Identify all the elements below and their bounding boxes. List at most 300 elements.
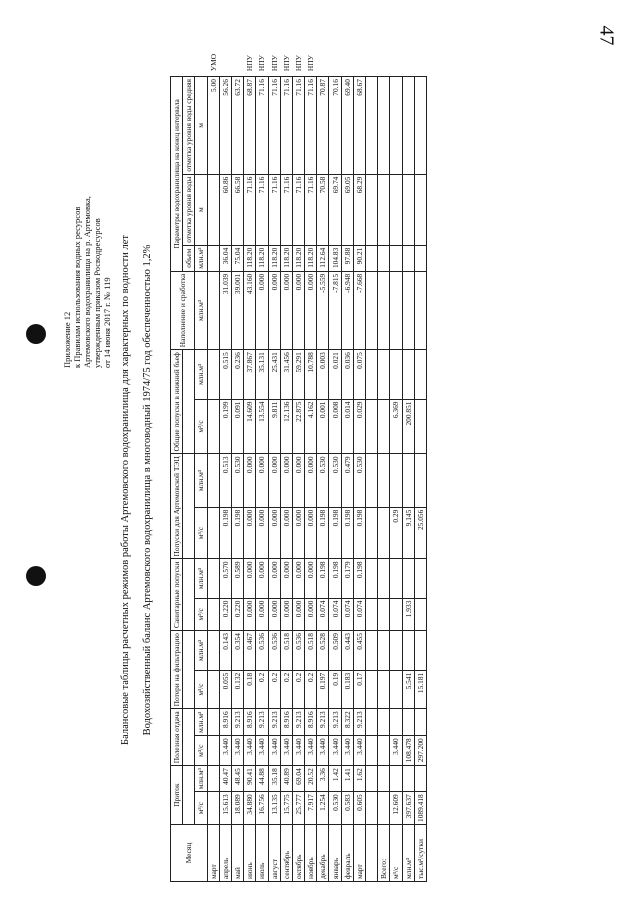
empty-cell [402,766,414,792]
unit: м³/с [195,507,207,559]
total-value [390,670,402,709]
value-cell: 0.443 [341,631,353,671]
value-cell [207,559,219,598]
value-cell: 0.000 [305,271,317,349]
value-cell: 0.021 [329,350,341,399]
value-cell: 0.036 [341,350,353,399]
header-tec: Попуски для Артемовской ТЭЦ [171,454,183,559]
value-cell: 0.2 [305,670,317,709]
empty-cell [390,174,402,245]
level-note: НПУ [306,55,316,72]
empty-cell [414,77,426,175]
value-cell: 0.455 [353,631,365,671]
value-cell: 0.198 [317,507,329,559]
empty-cell [366,507,378,559]
value-cell [207,670,219,709]
value-cell: 0.530 [231,454,243,507]
value-cell: 0.530 [329,792,341,825]
value-cell: 0.18 [244,670,256,709]
table-row [268,51,280,881]
level-note: НПУ [245,55,255,72]
value-cell: 0.000 [268,454,280,507]
value-cell: 4.162 [305,399,317,454]
empty-cell [378,271,390,349]
month-cell: январь [329,825,341,882]
value-cell: 69.04 [292,766,304,792]
unit: м³/с [195,792,207,825]
appendix-line: Приложение 12 [62,311,72,368]
value-cell: 104.83 [329,245,341,271]
value-cell: 0.509 [329,631,341,671]
header-useful: Полезная отдача [171,709,183,766]
totals-unit: тыс.м³/сутки [414,825,426,882]
table-row [317,51,329,881]
rotated-document-sheet [62,53,592,890]
empty-cell [378,598,390,630]
totals-unit: м³/с [390,825,402,882]
empty-cell [366,736,378,766]
value-cell: 0.236 [231,350,243,399]
table-row [280,51,292,881]
value-cell: 0.003 [317,350,329,399]
value-cell: 0.220 [219,598,231,630]
value-cell: 0.000 [280,454,292,507]
value-cell: 75.04 [231,245,243,271]
appendix-line: Артемовского водохранилища на р. Артемовка, [82,196,92,368]
value-cell: 1.41 [341,766,353,792]
value-cell: 0.570 [219,559,231,598]
empty-cell [390,631,402,671]
level-note [353,51,365,76]
level-note [231,51,243,76]
month-cell: ноябрь [305,825,317,882]
value-cell: 68.29 [353,174,365,245]
value-cell: 3.440 [268,736,280,766]
empty-cell [366,631,378,671]
appendix-line: утвержденным приказом Росводресурсов [92,218,102,368]
value-cell: 8.916 [244,709,256,736]
month-cell: август [268,825,280,882]
value-cell: 0.183 [341,670,353,709]
value-cell: 97.88 [341,245,353,271]
value-cell: 3.440 [231,736,243,766]
document-subtitle: Водохозяйственный баланс Артемовского водохранилища в многоводный 1974/75 год обеспеченностью 1,2% [142,244,153,736]
empty-cell [378,709,390,736]
empty-cell [366,245,378,271]
value-cell: 40.89 [280,766,292,792]
value-cell: 0.2 [268,670,280,709]
value-cell: 0.354 [231,631,243,671]
empty-cell [378,174,390,245]
value-cell: 90.41 [244,766,256,792]
value-cell: 40.47 [219,766,231,792]
value-cell: 0.513 [219,454,231,507]
value-cell: 9.213 [353,709,365,736]
unit: млн.м³ [195,709,207,736]
unit: м [195,77,207,175]
appendix-line: от 14 июня 2017 г. № 119 [102,277,112,368]
table-row [207,51,219,881]
value-cell: 70.58 [317,174,329,245]
appendix-line: к Правилам использования водных ресурсов [72,206,82,368]
unit: м³/с [195,598,207,630]
value-cell: 13.554 [256,399,268,454]
empty-cell [366,174,378,245]
unit: м³/с [195,670,207,709]
value-cell: -7.668 [353,271,365,349]
value-cell: 22.875 [292,399,304,454]
value-cell: 39.001 [231,271,243,349]
empty-cell [402,454,414,507]
value-cell [207,174,219,245]
level-note: УМО [208,53,218,72]
total-value: 0.29 [390,507,402,559]
value-cell: 118.20 [244,245,256,271]
value-cell: 10.788 [305,350,317,399]
table-row [341,51,353,881]
unit: м³/с [195,399,207,454]
empty-cell [390,766,402,792]
value-cell [207,792,219,825]
value-cell: 1.254 [317,792,329,825]
value-cell [207,736,219,766]
unit: млн.м³ [195,559,207,598]
empty-cell [390,454,402,507]
empty-cell [402,245,414,271]
value-cell: 71.16 [305,77,317,175]
header-avg-level: отметка уровня воды средняя [183,77,195,175]
month-cell: сентябрь [280,825,292,882]
punch-hole [26,566,46,586]
value-cell: 118.20 [292,245,304,271]
value-cell: 0.000 [292,559,304,598]
totals-label-row [378,51,390,881]
value-cell: 0.530 [329,454,341,507]
value-cell: 0.000 [292,598,304,630]
empty-cell [402,559,414,598]
table-row [219,51,231,881]
value-cell: 0.17 [353,670,365,709]
total-value: 397.637 [402,792,414,825]
value-cell: 0.589 [231,559,243,598]
empty-cell [390,245,402,271]
empty-cell [366,399,378,454]
value-cell: 0.199 [219,399,231,454]
value-cell: 0.518 [280,631,292,671]
total-value [414,399,426,454]
value-cell: 14.609 [244,399,256,454]
value-cell: 9.213 [268,709,280,736]
level-note [341,51,353,76]
totals-row [390,51,402,881]
value-cell: 118.20 [280,245,292,271]
value-cell: 35.18 [268,766,280,792]
value-cell: 0.014 [341,399,353,454]
value-cell: 0.143 [219,631,231,671]
month-cell: июнь [244,825,256,882]
value-cell: 0.220 [231,598,243,630]
empty-cell [366,670,378,709]
level-note: НПУ [257,55,267,72]
empty-cell [366,766,378,792]
month-cell: февраль [341,825,353,882]
totals-label: Всего: [378,825,390,882]
level-note [219,51,231,76]
unit: млн.м³ [195,245,207,271]
empty-cell [366,598,378,630]
value-cell: -7.815 [329,271,341,349]
level-note: НПУ [293,55,303,72]
value-cell: 0.197 [317,670,329,709]
value-cell: 43.160 [244,271,256,349]
value-cell: 8.916 [280,709,292,736]
empty-cell [414,559,426,598]
header-fill: Наполнение и сработка [171,271,195,349]
empty-cell [414,350,426,399]
empty-cell [414,709,426,736]
empty-cell [366,825,378,882]
value-cell: 71.16 [280,174,292,245]
value-cell: 0.198 [231,507,243,559]
water-balance-table [170,51,427,882]
empty-cell [414,271,426,349]
empty-cell [402,709,414,736]
value-cell: 0.074 [329,598,341,630]
value-cell: 15.775 [280,792,292,825]
value-cell: 7.917 [305,792,317,825]
value-cell: 118.20 [256,245,268,271]
value-cell [207,245,219,271]
total-value: 3.440 [390,736,402,766]
value-cell: 0.198 [341,507,353,559]
empty-cell [378,670,390,709]
appendix-note [62,108,112,368]
value-cell [207,350,219,399]
empty-cell [366,77,378,175]
total-value: 1089.418 [414,792,426,825]
value-cell: 0.000 [280,271,292,349]
value-cell: 0.198 [317,559,329,598]
value-cell: 35.131 [256,350,268,399]
value-cell: 71.16 [292,174,304,245]
value-cell: 18.089 [231,792,243,825]
level-note: НПУ [269,55,279,72]
value-cell: 0.000 [292,507,304,559]
value-cell: 69.40 [341,77,353,175]
value-cell: 0.2 [292,670,304,709]
value-cell: 0.001 [317,399,329,454]
value-cell: 0.029 [353,399,365,454]
page-number: 47 [595,25,618,46]
value-cell: 63.72 [231,77,243,175]
value-cell: 0.000 [292,454,304,507]
empty-cell [390,709,402,736]
value-cell [207,454,219,507]
value-cell: 25.431 [268,350,280,399]
value-cell [207,399,219,454]
empty-cell [402,174,414,245]
value-cell [207,631,219,671]
empty-cell [366,559,378,598]
value-cell: -5.559 [317,271,329,349]
empty-cell [366,792,378,825]
month-cell: март [353,825,365,882]
total-value: 108.478 [402,736,414,766]
value-cell: 71.16 [268,77,280,175]
table-row [305,51,317,881]
empty-cell [402,77,414,175]
value-cell: 0.536 [256,631,268,671]
spacer-row [366,51,378,881]
value-cell: 0.000 [268,271,280,349]
value-cell: 0.528 [317,631,329,671]
value-cell [207,598,219,630]
header-inflow: Приток [171,766,183,825]
value-cell: 0.000 [280,598,292,630]
value-cell: 0.000 [268,559,280,598]
value-cell: 1.62 [353,766,365,792]
total-value [414,598,426,630]
value-cell: -6.948 [341,271,353,349]
value-cell: 13.135 [268,792,280,825]
unit: млн.м³ [195,271,207,349]
empty-cell [366,271,378,349]
value-cell: 3.440 [317,736,329,766]
value-cell: 9.811 [268,399,280,454]
value-cell: 3.440 [280,736,292,766]
value-cell: 0.000 [305,559,317,598]
total-value: 25.056 [414,507,426,559]
total-value: 5.541 [402,670,414,709]
empty-cell [414,174,426,245]
value-cell: 69.74 [329,174,341,245]
value-cell: 0.091 [231,399,243,454]
value-cell: 71.16 [305,174,317,245]
header-level: отметка уровня воды [183,174,195,245]
value-cell: 71.16 [256,77,268,175]
level-note: НПУ [281,55,291,72]
value-cell: 0.000 [256,271,268,349]
total-value: 297.200 [414,736,426,766]
value-cell: 3.440 [219,736,231,766]
value-cell: 0.2 [256,670,268,709]
empty-cell [378,507,390,559]
value-cell [207,271,219,349]
value-cell: 0.530 [317,454,329,507]
value-cell: 112.64 [317,245,329,271]
value-cell: 0.074 [317,598,329,630]
value-cell: 0.467 [244,631,256,671]
empty-cell [390,271,402,349]
value-cell: 71.16 [292,77,304,175]
value-cell: 0.000 [268,598,280,630]
total-value: 200.851 [402,399,414,454]
value-cell: 71.16 [280,77,292,175]
value-cell: 118.20 [305,245,317,271]
empty-cell [378,559,390,598]
empty-cell [378,766,390,792]
value-cell: 0.132 [231,670,243,709]
value-cell: 9.213 [292,709,304,736]
value-cell: 68.87 [244,77,256,175]
value-cell: 69.05 [341,174,353,245]
value-cell: 71.16 [256,174,268,245]
totals-row [402,51,414,881]
total-value [390,598,402,630]
value-cell: 0.198 [353,559,365,598]
unit: млн.м³ [195,350,207,399]
punch-hole [26,324,46,344]
month-cell: декабрь [317,825,329,882]
empty-cell [378,350,390,399]
value-cell: 0.000 [292,271,304,349]
empty-cell [402,631,414,671]
value-cell: 0.479 [341,454,353,507]
table-row [329,51,341,881]
table-row [256,51,268,881]
value-cell: 8.916 [219,709,231,736]
value-cell: 90.21 [353,245,365,271]
value-cell: 0.19 [329,670,341,709]
empty-cell [390,350,402,399]
header-downstream: Общие попуски в нижний бьеф [171,350,183,454]
value-cell: 48.45 [231,766,243,792]
total-value: 6.369 [390,399,402,454]
value-cell: 5.00 [207,77,219,175]
month-cell: июль [256,825,268,882]
value-cell: 15.613 [219,792,231,825]
unit: м [195,174,207,245]
value-cell: 0.198 [219,507,231,559]
header-filtration: Потери на фильтрацию [171,631,183,709]
value-cell: 1.42 [329,766,341,792]
empty-cell [378,245,390,271]
value-cell: 0.605 [353,792,365,825]
total-value: 9.145 [402,507,414,559]
empty-cell [414,631,426,671]
value-cell [207,766,219,792]
empty-cell [378,792,390,825]
value-cell: 0.055 [219,670,231,709]
value-cell: 0.536 [268,631,280,671]
value-cell: 0.518 [305,631,317,671]
value-cell: 0.008 [329,399,341,454]
value-cell: 0.000 [305,454,317,507]
value-cell: 0.583 [341,792,353,825]
value-cell: 3.36 [317,766,329,792]
month-cell: октябрь [292,825,304,882]
total-value: 12.609 [390,792,402,825]
value-cell: 0.000 [280,559,292,598]
value-cell: 0.198 [329,507,341,559]
value-cell [207,507,219,559]
empty-cell [414,766,426,792]
header-sanitary: Санитарные попуски [171,559,183,631]
value-cell: 9.213 [329,709,341,736]
table-row [231,51,243,881]
value-cell: 71.16 [244,174,256,245]
unit: м³/с [195,736,207,766]
empty-cell [366,709,378,736]
value-cell: 12.136 [280,399,292,454]
level-note [317,51,329,76]
value-cell: 0.000 [244,454,256,507]
value-cell: 3.440 [329,736,341,766]
value-cell: 0.000 [256,454,268,507]
level-note [329,51,341,76]
value-cell: 9.213 [317,709,329,736]
value-cell: 0.515 [219,350,231,399]
